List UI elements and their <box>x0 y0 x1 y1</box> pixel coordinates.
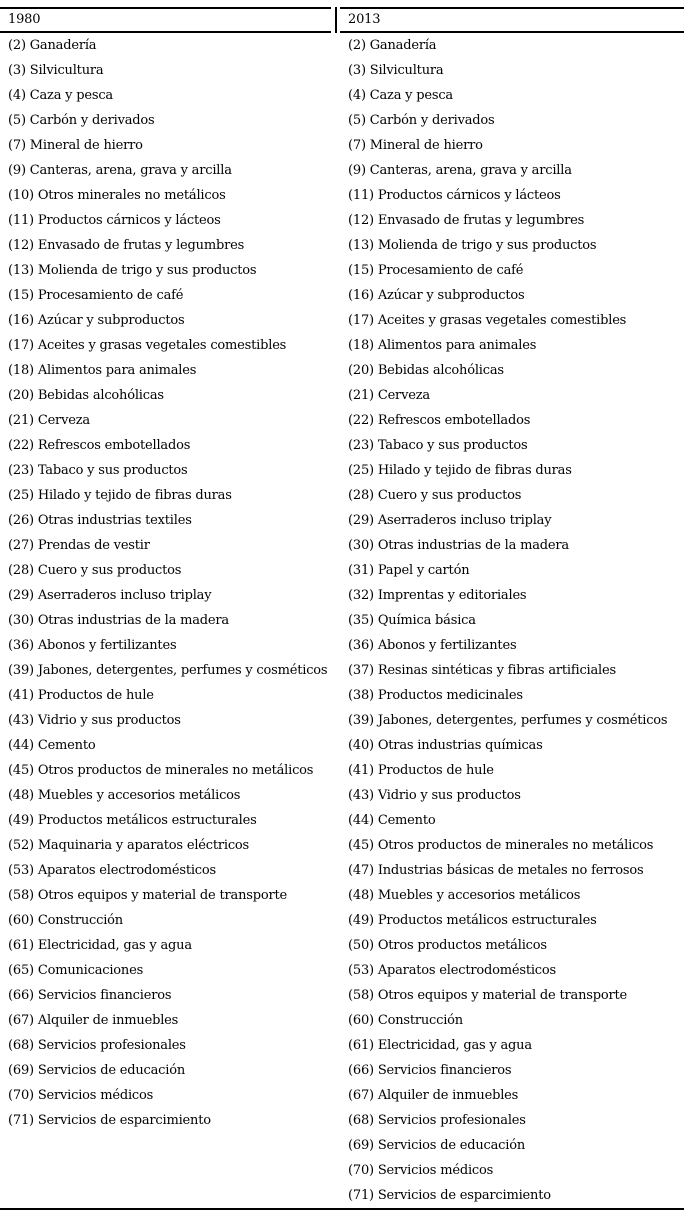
table-row: (2) Ganadería <box>8 38 97 53</box>
table-row: (12) Envasado de frutas y legumbres <box>348 213 585 228</box>
table-row: (43) Vidrio y sus productos <box>8 713 181 728</box>
table-row: (66) Servicios financieros <box>348 1063 512 1078</box>
table-row: (61) Electricidad, gas y agua <box>8 938 192 953</box>
table-row: (5) Carbón y derivados <box>8 113 155 128</box>
table-row: (32) Imprentas y editoriales <box>348 588 527 603</box>
table-row: (15) Procesamiento de café <box>8 288 184 303</box>
table-row: (70) Servicios médicos <box>8 1088 154 1103</box>
table-row: (48) Muebles y accesorios metálicos <box>348 888 581 903</box>
table-row: (9) Canteras, arena, grava y arcilla <box>8 163 232 178</box>
table-row: (49) Productos metálicos estructurales <box>348 913 597 928</box>
table-row: (25) Hilado y tejido de fibras duras <box>348 463 572 478</box>
table-row: (38) Productos medicinales <box>348 688 523 703</box>
table-body <box>0 33 684 1208</box>
table-row: (40) Otras industrias químicas <box>348 738 543 753</box>
table-row: (60) Construcción <box>8 913 123 928</box>
table-row: (65) Comunicaciones <box>8 963 144 978</box>
table-row: (58) Otros equipos y material de transporte <box>8 888 287 903</box>
table-row: (39) Jabones, detergentes, perfumes y cosméticos <box>8 663 328 678</box>
table-row: (41) Productos de hule <box>348 763 494 778</box>
table-row: (45) Otros productos de minerales no metálicos <box>348 838 654 853</box>
table-row: (41) Productos de hule <box>8 688 154 703</box>
table-bottom-rule <box>0 1208 684 1210</box>
table-row: (21) Cerveza <box>8 413 90 428</box>
table-row: (36) Abonos y fertilizantes <box>8 638 177 653</box>
table-row: (13) Molienda de trigo y sus productos <box>8 263 257 278</box>
table-row: (25) Hilado y tejido de fibras duras <box>8 488 232 503</box>
table-row: (22) Refrescos embotellados <box>348 413 531 428</box>
table-row: (49) Productos metálicos estructurales <box>8 813 257 828</box>
table-row: (37) Resinas sintéticas y fibras artificiales <box>348 663 616 678</box>
table-row: (52) Maquinaria y aparatos eléctricos <box>8 838 250 853</box>
table-row: (44) Cemento <box>348 813 436 828</box>
column-1980 <box>0 33 340 1133</box>
table-row: (68) Servicios profesionales <box>8 1038 186 1053</box>
table-row: (48) Muebles y accesorios metálicos <box>8 788 241 803</box>
table-row: (4) Caza y pesca <box>8 88 113 103</box>
table-row: (20) Bebidas alcohólicas <box>348 363 504 378</box>
table-row: (28) Cuero y sus productos <box>348 488 522 503</box>
column-header-1980: 1980 <box>0 7 331 33</box>
table-row: (16) Azúcar y subproductos <box>348 288 525 303</box>
table-row: (17) Aceites y grasas vegetales comestibles <box>8 338 287 353</box>
table-row: (29) Aserraderos incluso triplay <box>8 588 212 603</box>
table-row: (35) Química básica <box>348 613 476 628</box>
table-row: (71) Servicios de esparcimiento <box>8 1113 211 1128</box>
table-row: (5) Carbón y derivados <box>348 113 495 128</box>
table-row: (36) Abonos y fertilizantes <box>348 638 517 653</box>
table-row: (16) Azúcar y subproductos <box>8 313 185 328</box>
table-row: (50) Otros productos metálicos <box>348 938 547 953</box>
table-row: (69) Servicios de educación <box>8 1063 186 1078</box>
table-row: (12) Envasado de frutas y legumbres <box>8 238 245 253</box>
table-row: (3) Silvicultura <box>8 63 104 78</box>
table-row: (60) Construcción <box>348 1013 463 1028</box>
table-row: (18) Alimentos para animales <box>8 363 197 378</box>
table-row: (61) Electricidad, gas y agua <box>348 1038 532 1053</box>
table-row: (66) Servicios financieros <box>8 988 172 1003</box>
table-row: (2) Ganadería <box>348 38 437 53</box>
table-row: (67) Alquiler de inmuebles <box>348 1088 519 1103</box>
table-header-row <box>0 7 684 33</box>
table-row: (47) Industrias básicas de metales no ferrosos <box>348 863 644 878</box>
table-row: (4) Caza y pesca <box>348 88 453 103</box>
table-row: (18) Alimentos para animales <box>348 338 537 353</box>
table-row: (71) Servicios de esparcimiento <box>348 1188 551 1203</box>
table-row: (67) Alquiler de inmuebles <box>8 1013 179 1028</box>
column-2013 <box>340 33 684 1208</box>
table-row: (11) Productos cárnicos y lácteos <box>348 188 561 203</box>
table-row: (15) Procesamiento de café <box>348 263 524 278</box>
table-row: (23) Tabaco y sus productos <box>8 463 188 478</box>
table-row: (70) Servicios médicos <box>348 1163 494 1178</box>
table-row: (26) Otras industrias textiles <box>8 513 192 528</box>
table-row: (23) Tabaco y sus productos <box>348 438 528 453</box>
table-row: (45) Otros productos de minerales no metálicos <box>8 763 314 778</box>
table-row: (7) Mineral de hierro <box>348 138 483 153</box>
table-row: (43) Vidrio y sus productos <box>348 788 521 803</box>
table-row: (30) Otras industrias de la madera <box>348 538 569 553</box>
table-row: (9) Canteras, arena, grava y arcilla <box>348 163 572 178</box>
table-row: (39) Jabones, detergentes, perfumes y cosméticos <box>348 713 668 728</box>
column-divider-line <box>335 7 337 33</box>
table-row: (3) Silvicultura <box>348 63 444 78</box>
table-row: (27) Prendas de vestir <box>8 538 150 553</box>
table-row: (21) Cerveza <box>348 388 430 403</box>
table-row: (7) Mineral de hierro <box>8 138 143 153</box>
column-header-2013: 2013 <box>340 7 684 33</box>
table-row: (29) Aserraderos incluso triplay <box>348 513 552 528</box>
table-row: (44) Cemento <box>8 738 96 753</box>
table-row: (20) Bebidas alcohólicas <box>8 388 164 403</box>
table-row: (13) Molienda de trigo y sus productos <box>348 238 597 253</box>
table-row: (10) Otros minerales no metálicos <box>8 188 226 203</box>
table-row: (58) Otros equipos y material de transporte <box>348 988 627 1003</box>
table-row: (22) Refrescos embotellados <box>8 438 191 453</box>
table-row: (69) Servicios de educación <box>348 1138 526 1153</box>
table-row: (53) Aparatos electrodomésticos <box>348 963 556 978</box>
table-row: (17) Aceites y grasas vegetales comestibles <box>348 313 627 328</box>
table-row: (53) Aparatos electrodomésticos <box>8 863 216 878</box>
table-row: (11) Productos cárnicos y lácteos <box>8 213 221 228</box>
table-row: (28) Cuero y sus productos <box>8 563 182 578</box>
header-gap <box>331 7 340 33</box>
table-row: (30) Otras industrias de la madera <box>8 613 229 628</box>
table-row: (31) Papel y cartón <box>348 563 470 578</box>
table-row: (68) Servicios profesionales <box>348 1113 526 1128</box>
